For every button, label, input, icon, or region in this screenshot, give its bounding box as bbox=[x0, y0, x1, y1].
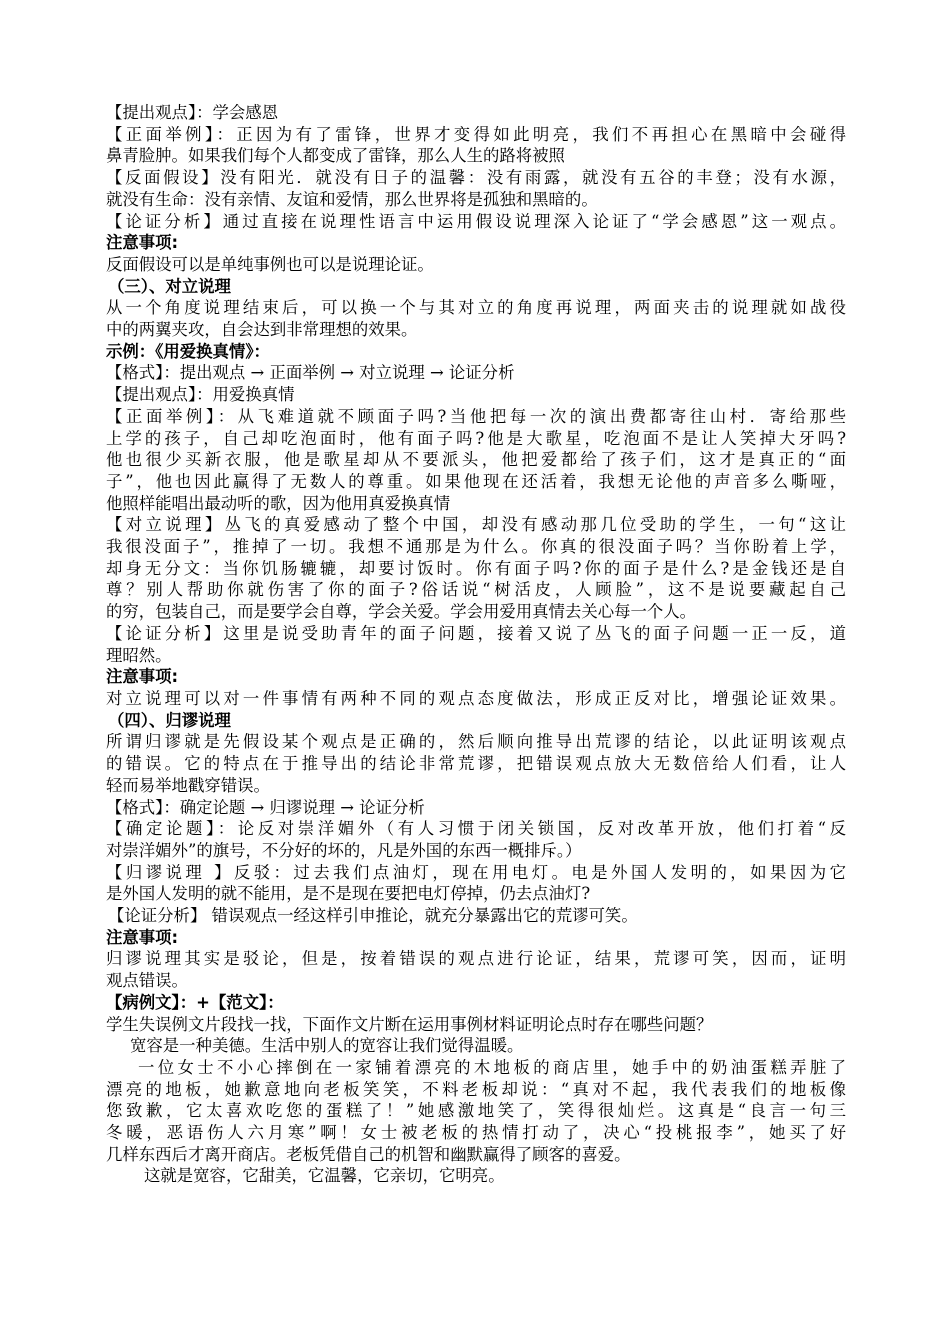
section-heading-line: 注意事项: bbox=[106, 233, 179, 253]
section-heading-line: 注意事项: bbox=[106, 667, 179, 687]
paragraph-line: 他照样能唱出最动听的歌，因为他用真爱换真情 bbox=[106, 493, 451, 513]
paragraph-line: 宽容是一种美德。生活中别人的宽容让我们觉得温暖。 bbox=[130, 1036, 524, 1056]
paragraph-line: 反面假设可以是单纯事例也可以是说理论证。 bbox=[106, 254, 434, 274]
section-heading-line: 【病例文】：+【范文】： bbox=[106, 992, 284, 1012]
paragraph-line: 【格式】：提出观点 → 正面举例 → 对立说理 → 论证分析 bbox=[106, 363, 515, 383]
paragraph-line: 【论证分析】 错误观点一经这样引申推论，就充分暴露出它的荒谬可笑。 bbox=[108, 906, 638, 926]
paragraph-line: 这就是宽容，它甜美，它温馨，它亲切，它明亮。 bbox=[144, 1166, 505, 1186]
paragraph-line: 漂亮的地板，她歉意地向老板笑笑，不料老板却说：“真对不起，我代表我们的地板像 bbox=[106, 1079, 846, 1099]
paragraph-line: 【格式】：确定论题 → 归谬说理 → 论证分析 bbox=[106, 797, 425, 817]
section-heading-line: 注意事项: bbox=[106, 927, 179, 947]
paragraph-line: 理昭然。 bbox=[106, 645, 172, 665]
paragraph-line: 鼻青脸肿。如果我们每个人都变成了雷锋，那么人生的路将被照 bbox=[106, 146, 565, 166]
section-heading-line: （四）、归谬说理 bbox=[108, 710, 231, 730]
document-page bbox=[106, 102, 846, 1187]
paragraph-line: 【提出观点】：用爱换真情 bbox=[106, 385, 295, 405]
paragraph-line: 【反面假设】没有阳光．就没有日子的温馨：没有雨露，就没有五谷的丰登；没有水源， bbox=[106, 168, 846, 188]
paragraph-line: 【提出观点】：学会感恩 bbox=[106, 103, 279, 122]
paragraph-line: 您致歉，它太喜欢吃您的蛋糕了！”她感激地笑了，笑得很灿烂。这真是“良言一句三 bbox=[106, 1101, 846, 1121]
paragraph-line: 【正面举例】：正因为有了雷锋，世界才变得如此明亮，我们不再担心在黑暗中会碰得 bbox=[106, 124, 846, 144]
paragraph-line: 一位女士不小心摔倒在一家铺着漂亮的木地板的商店里，她手中的奶油蛋糕弄脏了 bbox=[138, 1057, 846, 1077]
paragraph-line: 轻而易举地戳穿错误。 bbox=[106, 775, 270, 795]
paragraph-line: 我很没面子”，推掉了一切。我想不通那是为什么。你真的很没面子吗？当你盼着上学， bbox=[106, 537, 846, 557]
paragraph-line: 尊？别人帮助你就伤害了你的面子?俗话说“树活皮，人顾脸”，这不是说要藏起自己 bbox=[106, 580, 846, 600]
paragraph-line: 【确定论题】：论反对崇洋媚外（有人习惯于闭关锁国，反对改革开放，他们打着“反 bbox=[106, 819, 846, 839]
paragraph-line: 却身无分文：当你饥肠辘辘，却要讨饭时。你有面子吗?你的面子是什么?是金钱还是自 bbox=[106, 558, 846, 578]
paragraph-line: 从一个角度说理结束后，可以换一个与其对立的角度再说理，两面夹击的说理就如战役 bbox=[106, 298, 846, 318]
paragraph-line: 就没有生命：没有亲情、友谊和爱情，那么世界将是孤独和黑暗的。 bbox=[106, 189, 598, 209]
paragraph-line: 【正面举例】：从飞难道就不顾面子吗?当他把每一次的演出费都寄往山村．寄给那些 bbox=[106, 406, 846, 426]
paragraph-line: 冬暖，恶语伤人六月寒”啊！女士被老板的热情打动了，决心“投桃报李”，她买了好 bbox=[106, 1123, 846, 1143]
paragraph-line: 【论证分析】通过直接在说理性语言中运用假设说理深入论证了“学会感恩”这一观点。 bbox=[106, 211, 846, 231]
paragraph-line: 子”，他也因此赢得了无数人的尊重。如果他现在还活着，我想无论他的声音多么嘶哑， bbox=[106, 471, 846, 491]
paragraph-line: 的错误。它的特点在于推导出的结论非常荒谬，把错误观点放大无数倍给人们看，让人 bbox=[106, 754, 846, 774]
paragraph-line: 归谬说理其实是驳论，但是，按着错误的观点进行论证，结果，荒谬可笑，因而，证明 bbox=[106, 949, 846, 969]
paragraph-line: 对崇洋媚外”的旗号，不分好的坏的，凡是外国的东西一概排斥。） bbox=[106, 840, 582, 860]
paragraph-line: 学生失误例文片段找一找，下面作文片断在运用事例材料证明论点时存在哪些问题？ bbox=[106, 1014, 713, 1034]
paragraph-line: 是外国人发明的就不能用，是不是现在要把电灯停掉，仍去点油灯? bbox=[106, 884, 591, 904]
paragraph-line: 观点错误。 bbox=[106, 971, 188, 991]
section-heading-line: （三）、对立说理 bbox=[108, 276, 231, 296]
paragraph-line: 【对立说理】丛飞的真爱感动了整个中国，却没有感动那几位受助的学生，一句“这让 bbox=[106, 515, 846, 535]
paragraph-line: 几样东西后才离开商店。老板凭借自己的机智和幽默赢得了顾客的喜爱。 bbox=[106, 1144, 631, 1164]
paragraph-line: 【归谬说理 】反驳：过去我们点油灯，现在用电灯。电是外国人发明的，如果因为它 bbox=[106, 862, 846, 882]
paragraph-line: 所谓归谬就是先假设某个观点是正确的，然后顺向推导出荒谬的结论，以此证明该观点 bbox=[106, 732, 846, 752]
section-heading-line: 示例：《用爱换真情》： bbox=[106, 341, 270, 361]
paragraph-line: 对立说理可以对一件事情有两种不同的观点态度做法，形成正反对比，增强论证效果。 bbox=[106, 688, 846, 708]
paragraph-line: 的穷，包装自己，而是要学会自尊，学会关爱。学会用爱用真情去关心每一个人。 bbox=[106, 602, 697, 622]
paragraph-line: 上学的孩子，自己却吃泡面时，他有面子吗?他是大歌星，吃泡面不是让人笑掉大牙吗? bbox=[106, 428, 846, 448]
paragraph-line: 【论证分析】这里是说受助青年的面子问题，接着又说了丛飞的面子问题一正一反，道 bbox=[106, 623, 846, 643]
paragraph-line: 中的两翼夹攻，自会达到非常理想的效果。 bbox=[106, 320, 418, 340]
paragraph-line: 他也很少买新衣服，他是歌星却从不要派头，他把爱都给了孩子们，这才是真正的“面 bbox=[106, 450, 846, 470]
